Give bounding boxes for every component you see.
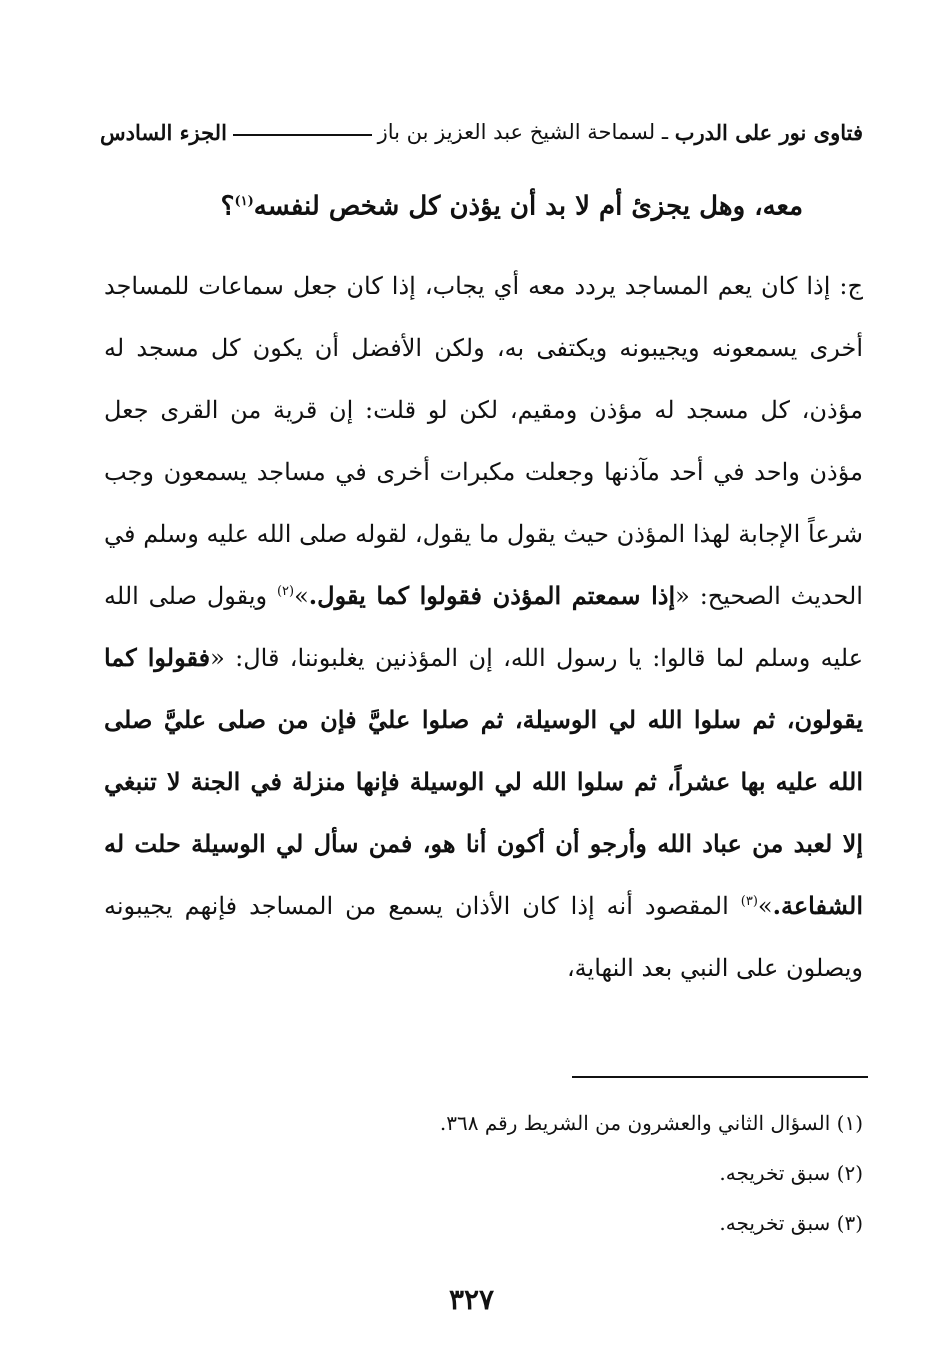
book-title: فتاوى نور على الدرب [674,119,863,145]
footnote-3: (٣) سبق تخريجه. [719,1211,863,1235]
footnote-1: (١) السؤال الثاني والعشرون من الشريط رقم ٣٦٨. [439,1111,863,1135]
footnote-2: (٢) سبق تخريجه. [719,1161,863,1185]
hadith-quote-1: إذا سمعتم المؤذن فقولوا كما يقول. [308,581,676,610]
footnote-separator [572,1076,868,1078]
answer-paragraph: ج: إذا كان يعم المساجد يردد معه أي يجاب، إذا كان جعل سماعات للمساجد أخرى يسمعونه ويجيبونه ويكتفى به، ولكن الأفضل أن يكون كل مسجد له مؤذن، كل مسجد له مؤذن ومقيم، لكن لو قلت: إن قرية من القرى جعل مؤذن واحد في أحد مآذنها وجعلت مكبرات أخرى في مساجد يسمعون وجب شرعاً الإجابة لهذا المؤذن حيث يقول ما يقول، لقوله صلى الله عليه وسلم في الحديث الصحيح: «إذا سمعتم المؤذن فقولوا كما يقول.»$^{(٢)}$ ويقول صلى الله عليه وسلم لما قالوا: يا رسول الله، إن المؤذنين يغلبوننا، قال: «فقولوا كما يقولون، ثم سلوا الله لي الوسيلة، ثم صلوا عليَّ فإن من صلى عليَّ صلى الله عليه بها عشراً، ثم سلوا الله لي الوسيلة فإنها منزلة في الجنة لا تنبغي إلا لعبد من عباد الله وأرجو أن أكون أنا هو، فمن سأل لي الوسيلة حلت له الشفاعة.»$^{(٣)}$ المقصود أنه إذا كان الأذان يسمع من المساجد فإنهم يجيبونه ويصلون على النبي بعد النهاية، [104,272,864,982]
answer-body [104,255,863,999]
question-text: معه، وهل يجزئ أم لا بد أن يؤذن كل شخص لنفسه$^{(١)}$؟ [220,191,803,222]
volume-part: الجزء السادس [100,119,227,145]
header-rule [233,134,372,136]
hadith-quote-2: فقولوا كما يقولون، ثم سلوا الله لي الوسيلة، ثم صلوا عليَّ فإن من صلى عليَّ صلى الله عليه بها عشراً، ثم سلوا الله لي الوسيلة فإنها منزلة في الجنة لا تنبغي إلا لعبد من عباد الله وأرجو أن أكون أنا هو، فمن سأل لي الوسيلة حلت له الشفاعة. [104,643,863,920]
answer-segment-3: المقصود أنه إذا كان الأذان يسمع من المساجد فإنهم يجيبونه ويصلون على النبي بعد النهاية، [104,892,863,982]
footnote-ref-2: (٢) [276,584,295,599]
footnotes [100,1098,863,1248]
page-number: ٣٢٧ [448,1283,495,1316]
running-header [100,112,863,152]
answer-segment-1: ج: إذا كان يعم المساجد يردد معه أي يجاب، إذا كان جعل سماعات للمساجد أخرى يسمعونه ويجيبونه ويكتفى به، ولكن الأفضل أن يكون كل مسجد له مؤذن، كل مسجد له مؤذن ومقيم، لكن لو قلت: إن قرية من القرى جعل مؤذن واحد في أحد مآذنها وجعلت مكبرات أخرى في مساجد يسمعون وجب شرعاً الإجابة لهذا المؤذن حيث يقول ما يقول، لقوله صلى الله عليه وسلم في الحديث الصحيح: « [104,272,863,610]
footnote-ref-1: (١) [234,194,254,209]
book-subtitle: ـ لسماحة الشيخ عبد العزيز بن باز [377,120,675,144]
footnote-ref-3: (٣) [740,894,758,909]
answer-segment-2: ويقول صلى الله عليه وسلم لما قالوا: يا رسول الله، إن المؤذنين يغلبوننا، قال: « [104,582,864,672]
